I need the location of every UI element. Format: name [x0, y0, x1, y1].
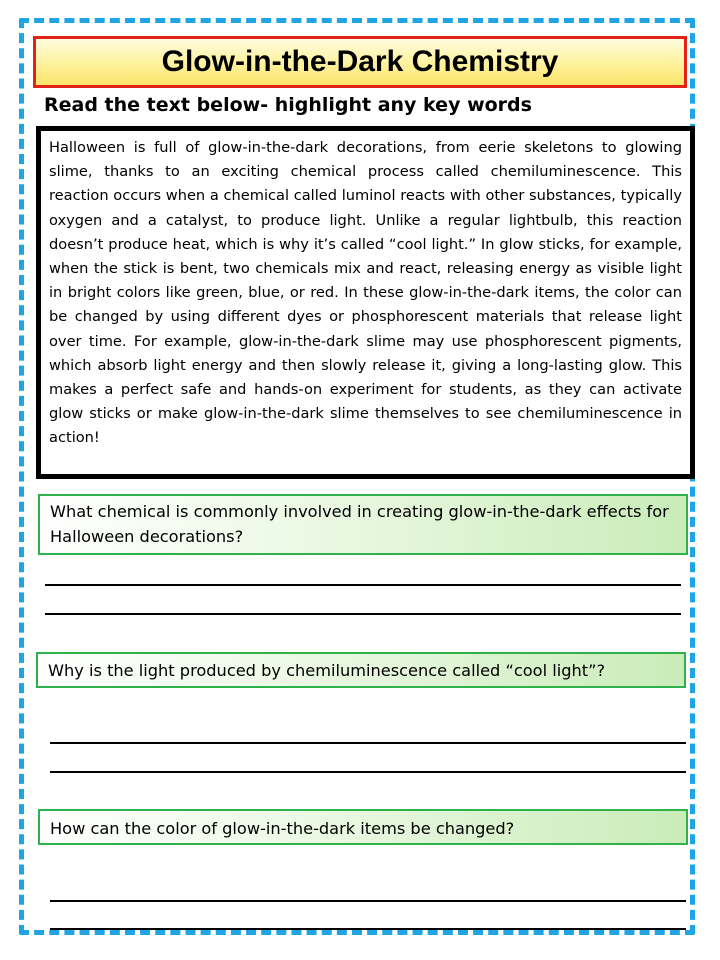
answer-line-1b[interactable]: [45, 613, 681, 615]
question-2: Why is the light produced by chemiluminescence called “cool light”?: [36, 652, 686, 688]
answer-line-2b[interactable]: [50, 771, 686, 773]
answer-line-1a[interactable]: [45, 584, 681, 586]
question-1: What chemical is commonly involved in creating glow-in-the-dark effects for Halloween decorations?: [38, 494, 688, 555]
answer-line-2a[interactable]: [50, 742, 686, 744]
instruction-heading: Read the text below- highlight any key words: [44, 94, 532, 116]
reading-passage: Halloween is full of glow-in-the-dark decorations, from eerie skeletons to glowing slime, thanks to an exciting chemical process called chemiluminescence. This reaction occurs when a chemical called luminol reacts with other substances, typically oxygen and a catalyst, to produce light. Unlike a regular lightbulb, this reaction doesn’t produce heat, which is why it’s called “cool light.” In glow sticks, for example, when the stick is bent, two chemicals mix and react, releasing energy as visible light in bright colors like green, blue, or red. In these glow-in-the-dark items, the color can be changed by using different dyes or phosphorescent materials that release light over time. For example, glow-in-the-dark slime may use phosphorescent pigments, which absorb light energy and then slowly release it, giving a long-lasting glow. This makes a perfect safe and hands-on experiment for students, as they can activate glow sticks or make glow-in-the-dark slime themselves to see chemiluminescence in action!: [36, 126, 695, 479]
answer-line-3a[interactable]: [50, 900, 686, 902]
answer-line-3b[interactable]: [50, 928, 686, 930]
page-title: Glow-in-the-Dark Chemistry: [33, 36, 687, 88]
question-3: How can the color of glow-in-the-dark items be changed?: [38, 809, 688, 845]
